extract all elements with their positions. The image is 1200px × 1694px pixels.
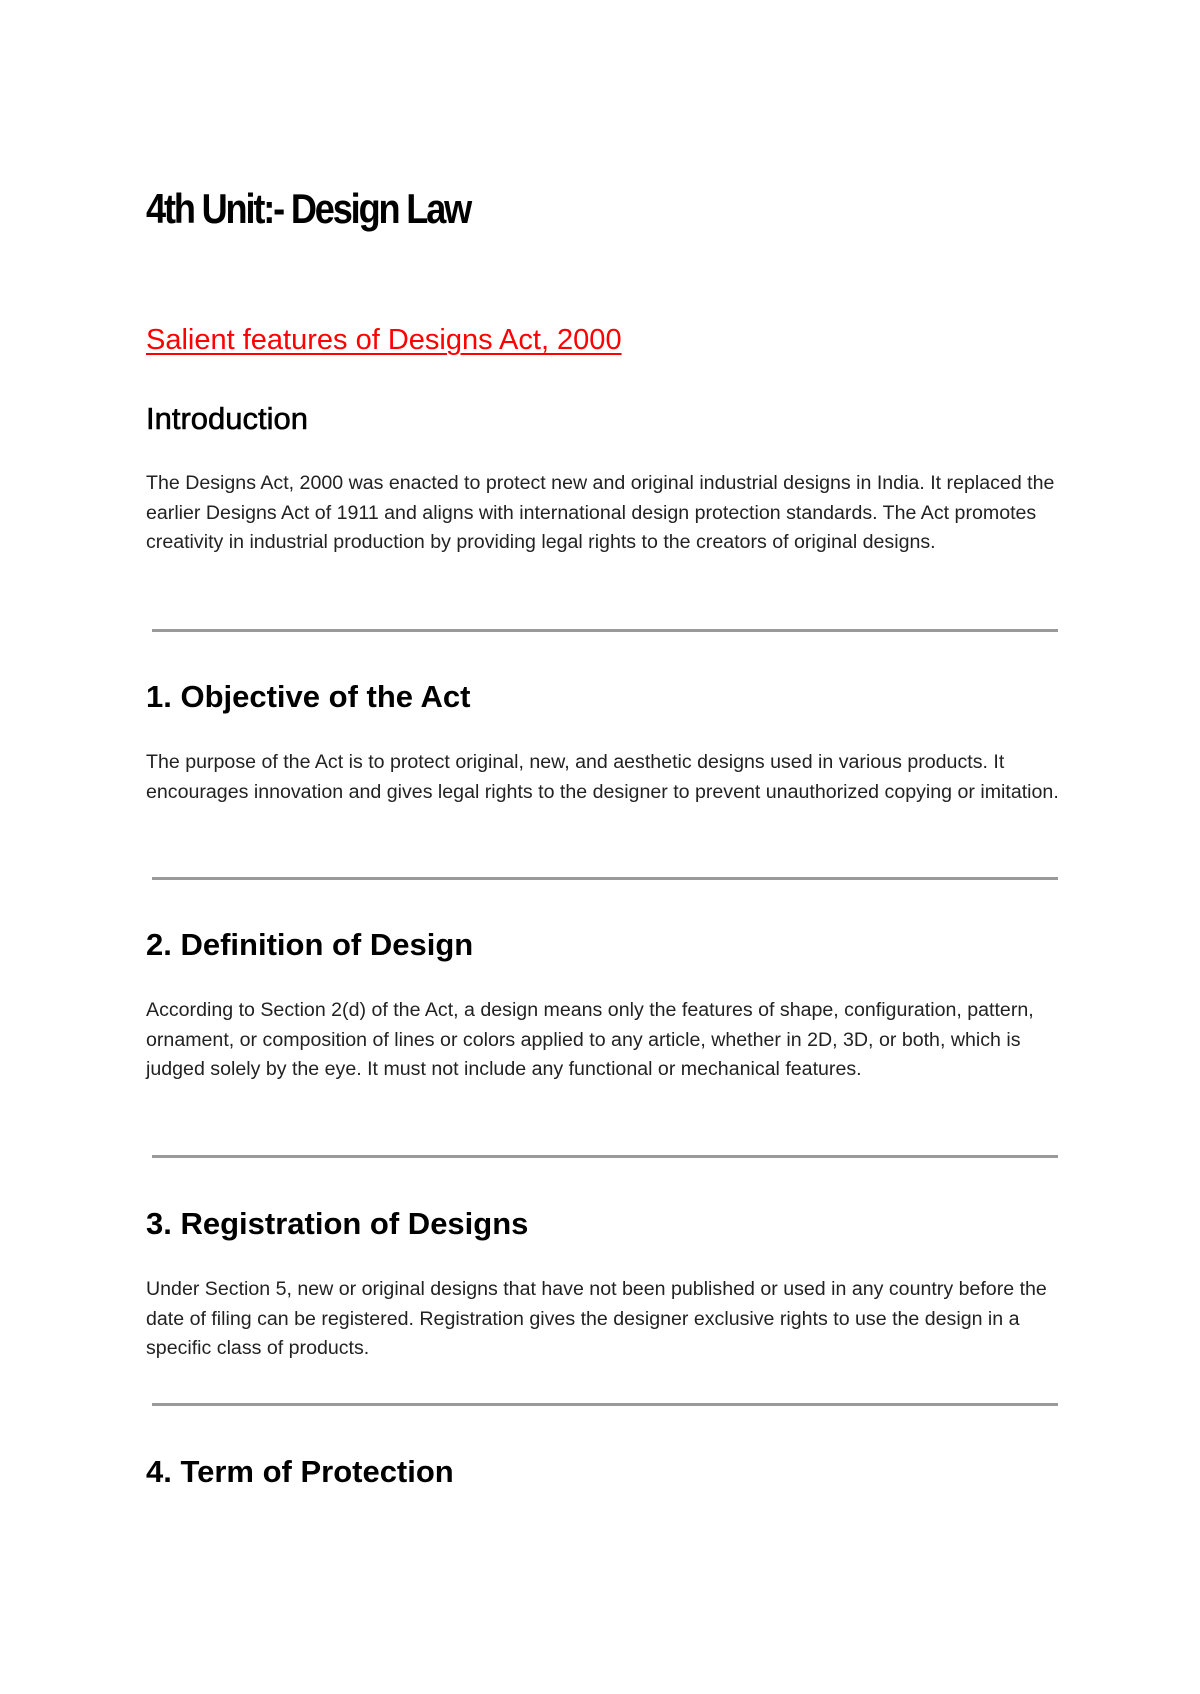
document-subtitle: Salient features of Designs Act, 2000 <box>146 324 622 356</box>
section-heading-definition: 2. Definition of Design <box>146 927 474 962</box>
document-title: 4th Unit:- Design Law <box>146 185 471 232</box>
section-heading-registration: 3. Registration of Designs <box>146 1206 529 1241</box>
section-divider <box>152 1403 1058 1406</box>
section-text-definition: According to Section 2(d) of the Act, a design means only the features of shape, configuration, pattern, ornament, or composition of lines or colors applied to any article, whether in 2D, 3D, or both, which is judged solely by the eye. It must not include any functional or mechanical features. <box>146 999 1034 1081</box>
section-heading-term: 4. Term of Protection <box>146 1454 454 1489</box>
section-divider <box>152 1155 1058 1158</box>
section-heading-objective: 1. Objective of the Act <box>146 679 471 714</box>
section-divider <box>152 877 1058 880</box>
section-text-registration: Under Section 5, new or original designs that have not been published or used in any country before the date of filing can be registered. Registration gives the designer exclusive rights to use the design in a specific class of products. <box>146 1278 1047 1360</box>
section-text-introduction: The Designs Act, 2000 was enacted to protect new and original industrial designs in India. It replaced the earlier Designs Act of 1911 and aligns with international design protection standards. The Act promotes creativity in industrial production by providing legal rights to the creators of original designs. <box>146 472 1055 554</box>
section-divider <box>152 629 1058 632</box>
section-text-objective: The purpose of the Act is to protect original, new, and aesthetic designs used in various products. It encourages innovation and gives legal rights to the designer to prevent unauthorized copying or imitation. <box>146 751 1059 803</box>
section-heading-introduction: Introduction <box>146 401 308 436</box>
